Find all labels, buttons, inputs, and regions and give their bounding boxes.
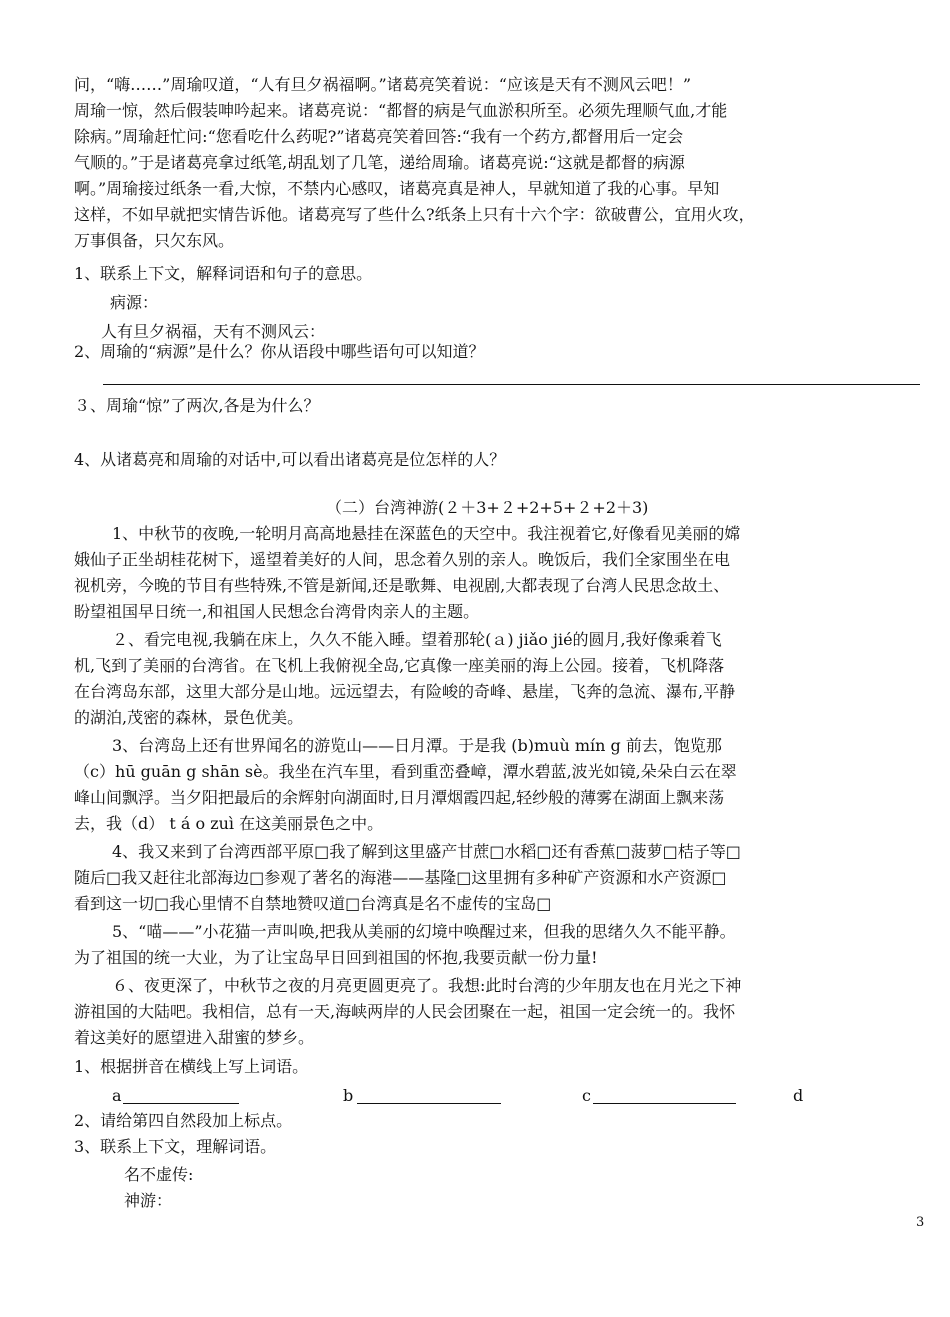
question-4: 4、从诸葛亮和周瑜的对话中,可以看出诸葛亮是位怎样的人？ xyxy=(74,450,506,469)
question-1a-label: 病源： xyxy=(110,293,159,312)
question-1b-label: 人有旦夕祸福，天有不测风云： xyxy=(101,322,326,341)
passage1-line: 气顺的。”于是诸葛亮拿过纸笔,胡乱划了几笔，递给周瑜。诸葛亮说:“这就是都督的病源 xyxy=(74,153,685,172)
passage2-line: 3、台湾岛上还有世界闻名的游览山——日月潭。于是我 (b)muù mín g 前去，饱览那 xyxy=(112,736,722,755)
passage2-line: 盼望祖国早日统一,和祖国人民想念台湾骨肉亲人的主题。 xyxy=(74,602,480,621)
passage2-line: 着这美好的愿望进入甜蜜的梦乡。 xyxy=(74,1028,315,1047)
question-3: ３、周瑜“惊”了两次,各是为什么？ xyxy=(74,396,320,415)
passage2-line: 峰山间飘浮。当夕阳把最后的余辉射向湖面时,日月潭烟霞四起,轻纱般的薄雾在湖面上飘来荡 xyxy=(74,788,725,807)
blank-b-line[interactable] xyxy=(357,1103,501,1104)
passage1-line: 周瑜一惊，然后假装呻吟起来。诸葛亮说：“都督的病是气血淤积所至。必须先理顺气血,才能 xyxy=(74,101,728,120)
passage2-line: 为了祖国的统一大业，为了让宝岛早日回到祖国的怀抱,我要贡献一份力量! xyxy=(74,948,598,967)
question-2-3b-label: 神游： xyxy=(124,1191,173,1210)
passage2-line: 去，我（d） t á o zuì 在这美丽景色之中。 xyxy=(74,814,384,833)
passage2-line: 在台湾岛东部，这里大部分是山地。远远望去，有险峻的奇峰、悬崖，飞奔的急流、瀑布,平静 xyxy=(74,682,736,701)
passage2-line: （c）hū guān g shān sè。我坐在汽车里，看到重峦叠嶂，潭水碧蓝,波光如镜,朵朵白云在翠 xyxy=(74,762,737,781)
passage1-line: 除病。”周瑜赶忙问:“您看吃什么药呢?”诸葛亮笑着回答:“我有一个药方,都督用后一定会 xyxy=(74,127,684,146)
passage1-line: 啊。”周瑜接过纸条一看,大惊，不禁内心感叹，诸葛亮真是神人，早就知道了我的心事。早知 xyxy=(74,179,720,198)
blank-b-label: b xyxy=(343,1086,354,1105)
passage2-line: 随后□我又赶往北部海边□参观了著名的海港——基隆□这里拥有多种矿产资源和水产资源□ xyxy=(74,868,727,887)
question-2: 2、周瑜的“病源”是什么？你从语段中哪些语句可以知道？ xyxy=(74,342,485,361)
blank-a-line[interactable] xyxy=(123,1103,239,1104)
passage2-line: 游祖国的大陆吧。我相信，总有一天,海峡两岸的人民会团聚在一起，祖国一定会统一的。我怀 xyxy=(74,1002,736,1021)
question-2-3: 3、联系上下文，理解词语。 xyxy=(74,1137,277,1156)
passage2-line: 视机旁，今晚的节目有些特殊,不管是新闻,还是歌舞、电视剧,大都表现了台湾人民思念故土、 xyxy=(74,576,730,595)
question-1: 1、联系上下文，解释词语和句子的意思。 xyxy=(74,264,373,283)
passage2-line: 1、中秋节的夜晚,一轮明月高高地悬挂在深蓝色的天空中。我注视着它,好像看见美丽的嫦 xyxy=(112,524,741,543)
passage2-line: ２、看完电视,我躺在床上，久久不能入睡。望着那轮(ａ) jiǎo jié的圆月,我好像乘着飞 xyxy=(112,630,722,649)
passage2-line: 的湖泊,茂密的森林，景色优美。 xyxy=(74,708,304,727)
section-title: （二）台湾神游(２＋3+２+2+5+２+2＋3) xyxy=(326,498,649,517)
passage2-line: ６、夜更深了，中秋节之夜的月亮更圆更亮了。我想:此时台湾的少年朋友也在月光之下神 xyxy=(112,976,742,995)
blank-c-label: c xyxy=(582,1086,591,1105)
page-number: 3 xyxy=(916,1215,925,1230)
question-2-3a-label: 名不虚传: xyxy=(124,1165,194,1184)
passage2-line: 5、“喵——”小花猫一声叫唤,把我从美丽的幻境中唤醒过来，但我的思绪久久不能平静。 xyxy=(112,922,736,941)
answer-line[interactable] xyxy=(103,384,920,385)
passage2-line: 看到这一切□我心里情不自禁地赞叹道□台湾真是名不虚传的宝岛□ xyxy=(74,894,552,913)
passage2-line: 机,飞到了美丽的台湾省。在飞机上我俯视全岛,它真像一座美丽的海上公园。接着，飞机降落 xyxy=(74,656,725,675)
blank-c-line[interactable] xyxy=(593,1103,736,1104)
blank-d-label: d xyxy=(793,1086,804,1105)
passage1-line: 万事俱备，只欠东风。 xyxy=(74,231,235,250)
passage2-line: 4、我又来到了台湾西部平原□我了解到这里盛产甘蔗□水稻□还有香蕉□菠萝□桔子等□ xyxy=(112,842,741,861)
passage1-line: 这样，不如早就把实情告诉他。诸葛亮写了些什么?纸条上只有十六个字：欲破曹公，宜用火攻， xyxy=(74,205,755,224)
blank-a-label: a xyxy=(112,1086,122,1105)
passage2-line: 娥仙子正坐胡桂花树下，遥望着美好的人间，思念着久别的亲人。晚饭后，我们全家围坐在电 xyxy=(74,550,731,569)
passage1-line: 问，“嗨……”周瑜叹道，“人有旦夕祸福啊。”诸葛亮笑着说：“应该是天有不测风云吧！” xyxy=(74,75,692,94)
question-2-2: 2、请给第四自然段加上标点。 xyxy=(74,1111,293,1130)
question-2-1: 1、根据拼音在横线上写上词语。 xyxy=(74,1057,309,1076)
